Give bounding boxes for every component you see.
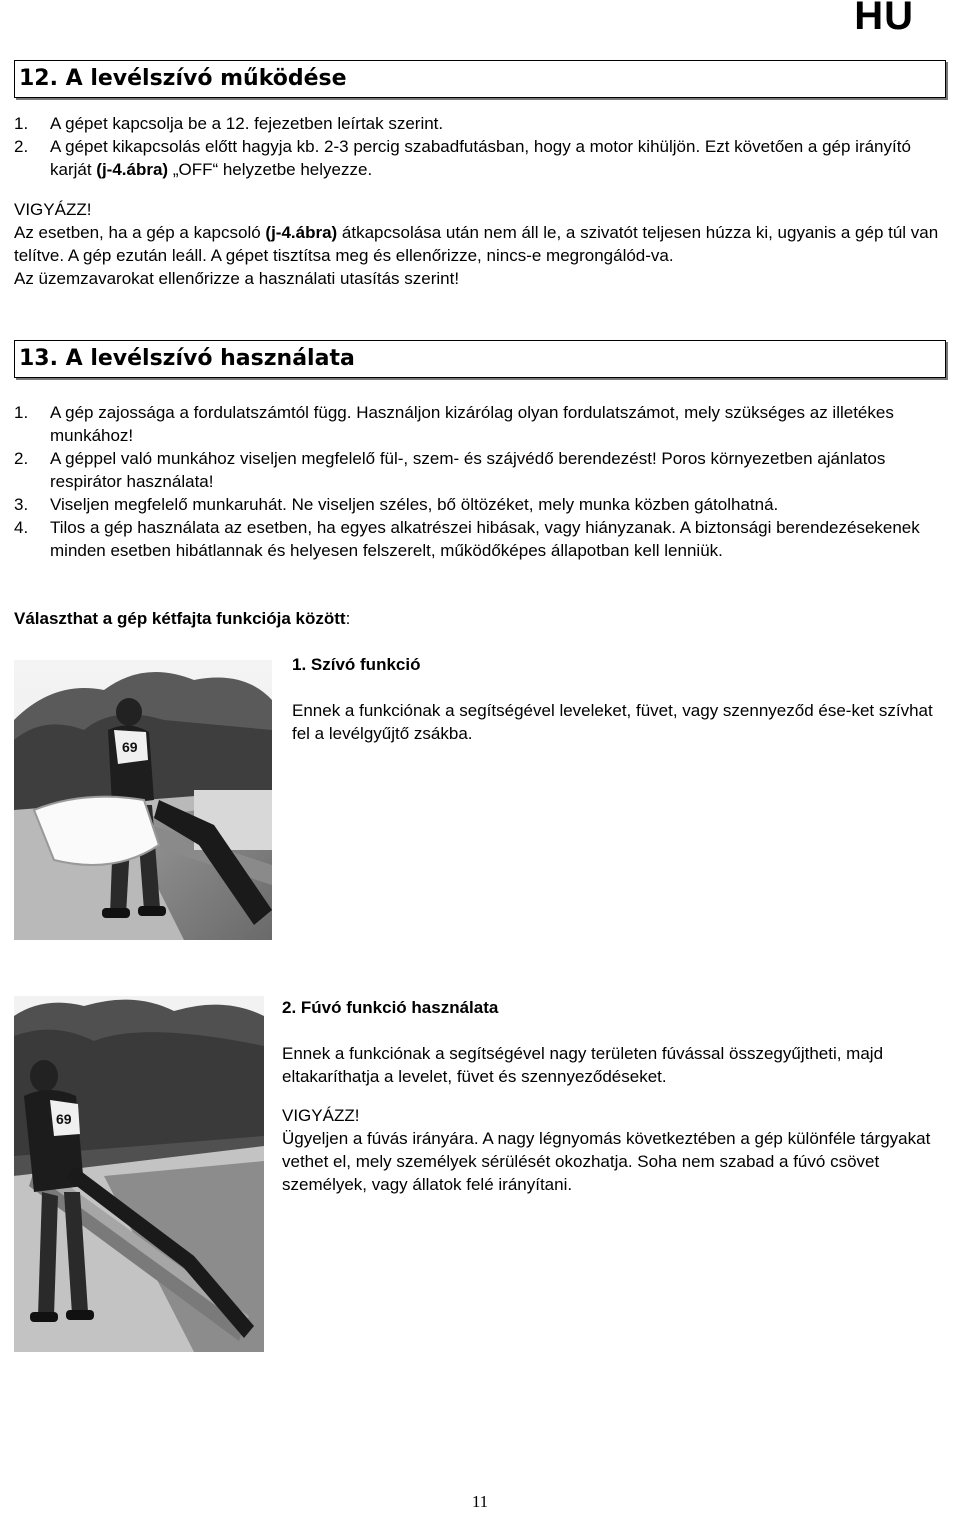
section-13-title: 13. A levélszívó használata — [19, 346, 355, 371]
function-1 — [292, 653, 952, 745]
figure-ref: (j-4.ábra) — [265, 223, 338, 242]
list-number: 4. — [14, 518, 29, 537]
section-12-title: 12. A levélszívó működése — [19, 66, 347, 91]
function-2-text: Ennek a funkciónak a segítségével nagy területen fúvással összegyűjtheti, majd eltakaríthatja a levelet, füvet és szennyeződéseket. — [282, 1044, 884, 1086]
list-number: 1. — [14, 114, 29, 133]
section-12-body — [14, 112, 944, 290]
list-item — [14, 135, 944, 181]
warning-text — [14, 221, 944, 267]
warning-title: VIGYÁZZ! — [14, 200, 92, 219]
function-2 — [282, 996, 954, 1196]
list-text: Viseljen megfelelő munkaruhát. Ne viseljen széles, bő öltözéket, mely munka közben gátolhatná. — [50, 495, 779, 514]
list-number: 3. — [14, 495, 29, 514]
list-item — [14, 516, 944, 562]
warning-text: Ügyeljen a fúvás irányára. A nagy légnyomás következtében a gép különféle tárgyakat vethet el, mely személyek sérülését okozhatja. Soha nem szabad a fúvó csövet személyek, vagy állatok felé irányítani. — [282, 1129, 931, 1194]
functions-intro-colon: : — [345, 609, 351, 628]
section-12-header — [14, 60, 946, 98]
list-text: „OFF“ helyzetbe helyezze. — [168, 160, 373, 179]
function-1-title: 1. Szívó funkció — [292, 655, 421, 674]
list-item — [14, 447, 944, 493]
warning-text-part: Az esetben, ha a gép a kapcsoló — [14, 223, 266, 242]
section-13-header — [14, 340, 946, 378]
functions-intro — [14, 607, 350, 630]
functions-intro-bold: Választhat a gép kétfajta funkciója között — [14, 609, 346, 628]
list-item — [14, 401, 944, 447]
section-13-body — [14, 401, 944, 562]
figure-ref: (j-4.ábra) — [96, 160, 169, 179]
list-number: 2. — [14, 137, 29, 156]
list-text: A gép zajossága a fordulatszámtól függ. Használjon kizárólag olyan fordulatszámot, mely szükséges az illetékes munkához! — [50, 403, 894, 445]
function-2-title: 2. Fúvó funkció használata — [282, 998, 499, 1017]
jersey-number: 69 — [122, 739, 138, 755]
function-1-text: Ennek a funkciónak a segítségével leveleket, füvet, vagy szennyeződ ése-ket szívhat fel a levélgyűjtő zsákba. — [292, 701, 933, 743]
list-item — [14, 112, 944, 135]
jersey-number: 69 — [56, 1111, 72, 1127]
troubleshoot-text: Az üzemzavarokat ellenőrizze a használati utasítás szerint! — [14, 269, 460, 288]
warning-title: VIGYÁZZ! — [282, 1106, 360, 1125]
list-number: 2. — [14, 449, 29, 468]
list-text: A géppel való munkához viseljen megfelelő fül-, szem- és szájvédő berendezést! Poros környezetben ajánlatos respirátor használata! — [50, 449, 886, 491]
list-text: Tilos a gép használata az esetben, ha egyes alkatrészei hibásak, vagy hiányzanak. A biztonsági berendezésekenek minden esetben hibátlannak és helyesen felszerelt, működőképes állapotban kell lenniük. — [50, 518, 920, 560]
leaf-vacuum-photo — [14, 660, 272, 940]
page-number: 11 — [471, 1492, 489, 1511]
language-tag: HU — [854, 0, 914, 38]
list-number: 1. — [14, 403, 29, 422]
list-text: A gépet kapcsolja be a 12. fejezetben leírtak szerint. — [50, 114, 444, 133]
list-item — [14, 493, 944, 516]
list-text: A gépet kikapcsolás előtt hagyja kb. 2-3 percig szabadfutásban, hogy a motor kihüljön. Ezt követően a gép irányító karját — [50, 137, 911, 179]
leaf-blower-photo — [14, 996, 264, 1352]
warning-text-part: átkapcsolása után nem áll le, a szivatót teljesen húzza ki, ugyanis a gép túl van telítve. A gép ezután leáll. A gépet tisztítsa meg és ellenőrizze, nincs-e megrongálód-va. — [14, 223, 939, 265]
